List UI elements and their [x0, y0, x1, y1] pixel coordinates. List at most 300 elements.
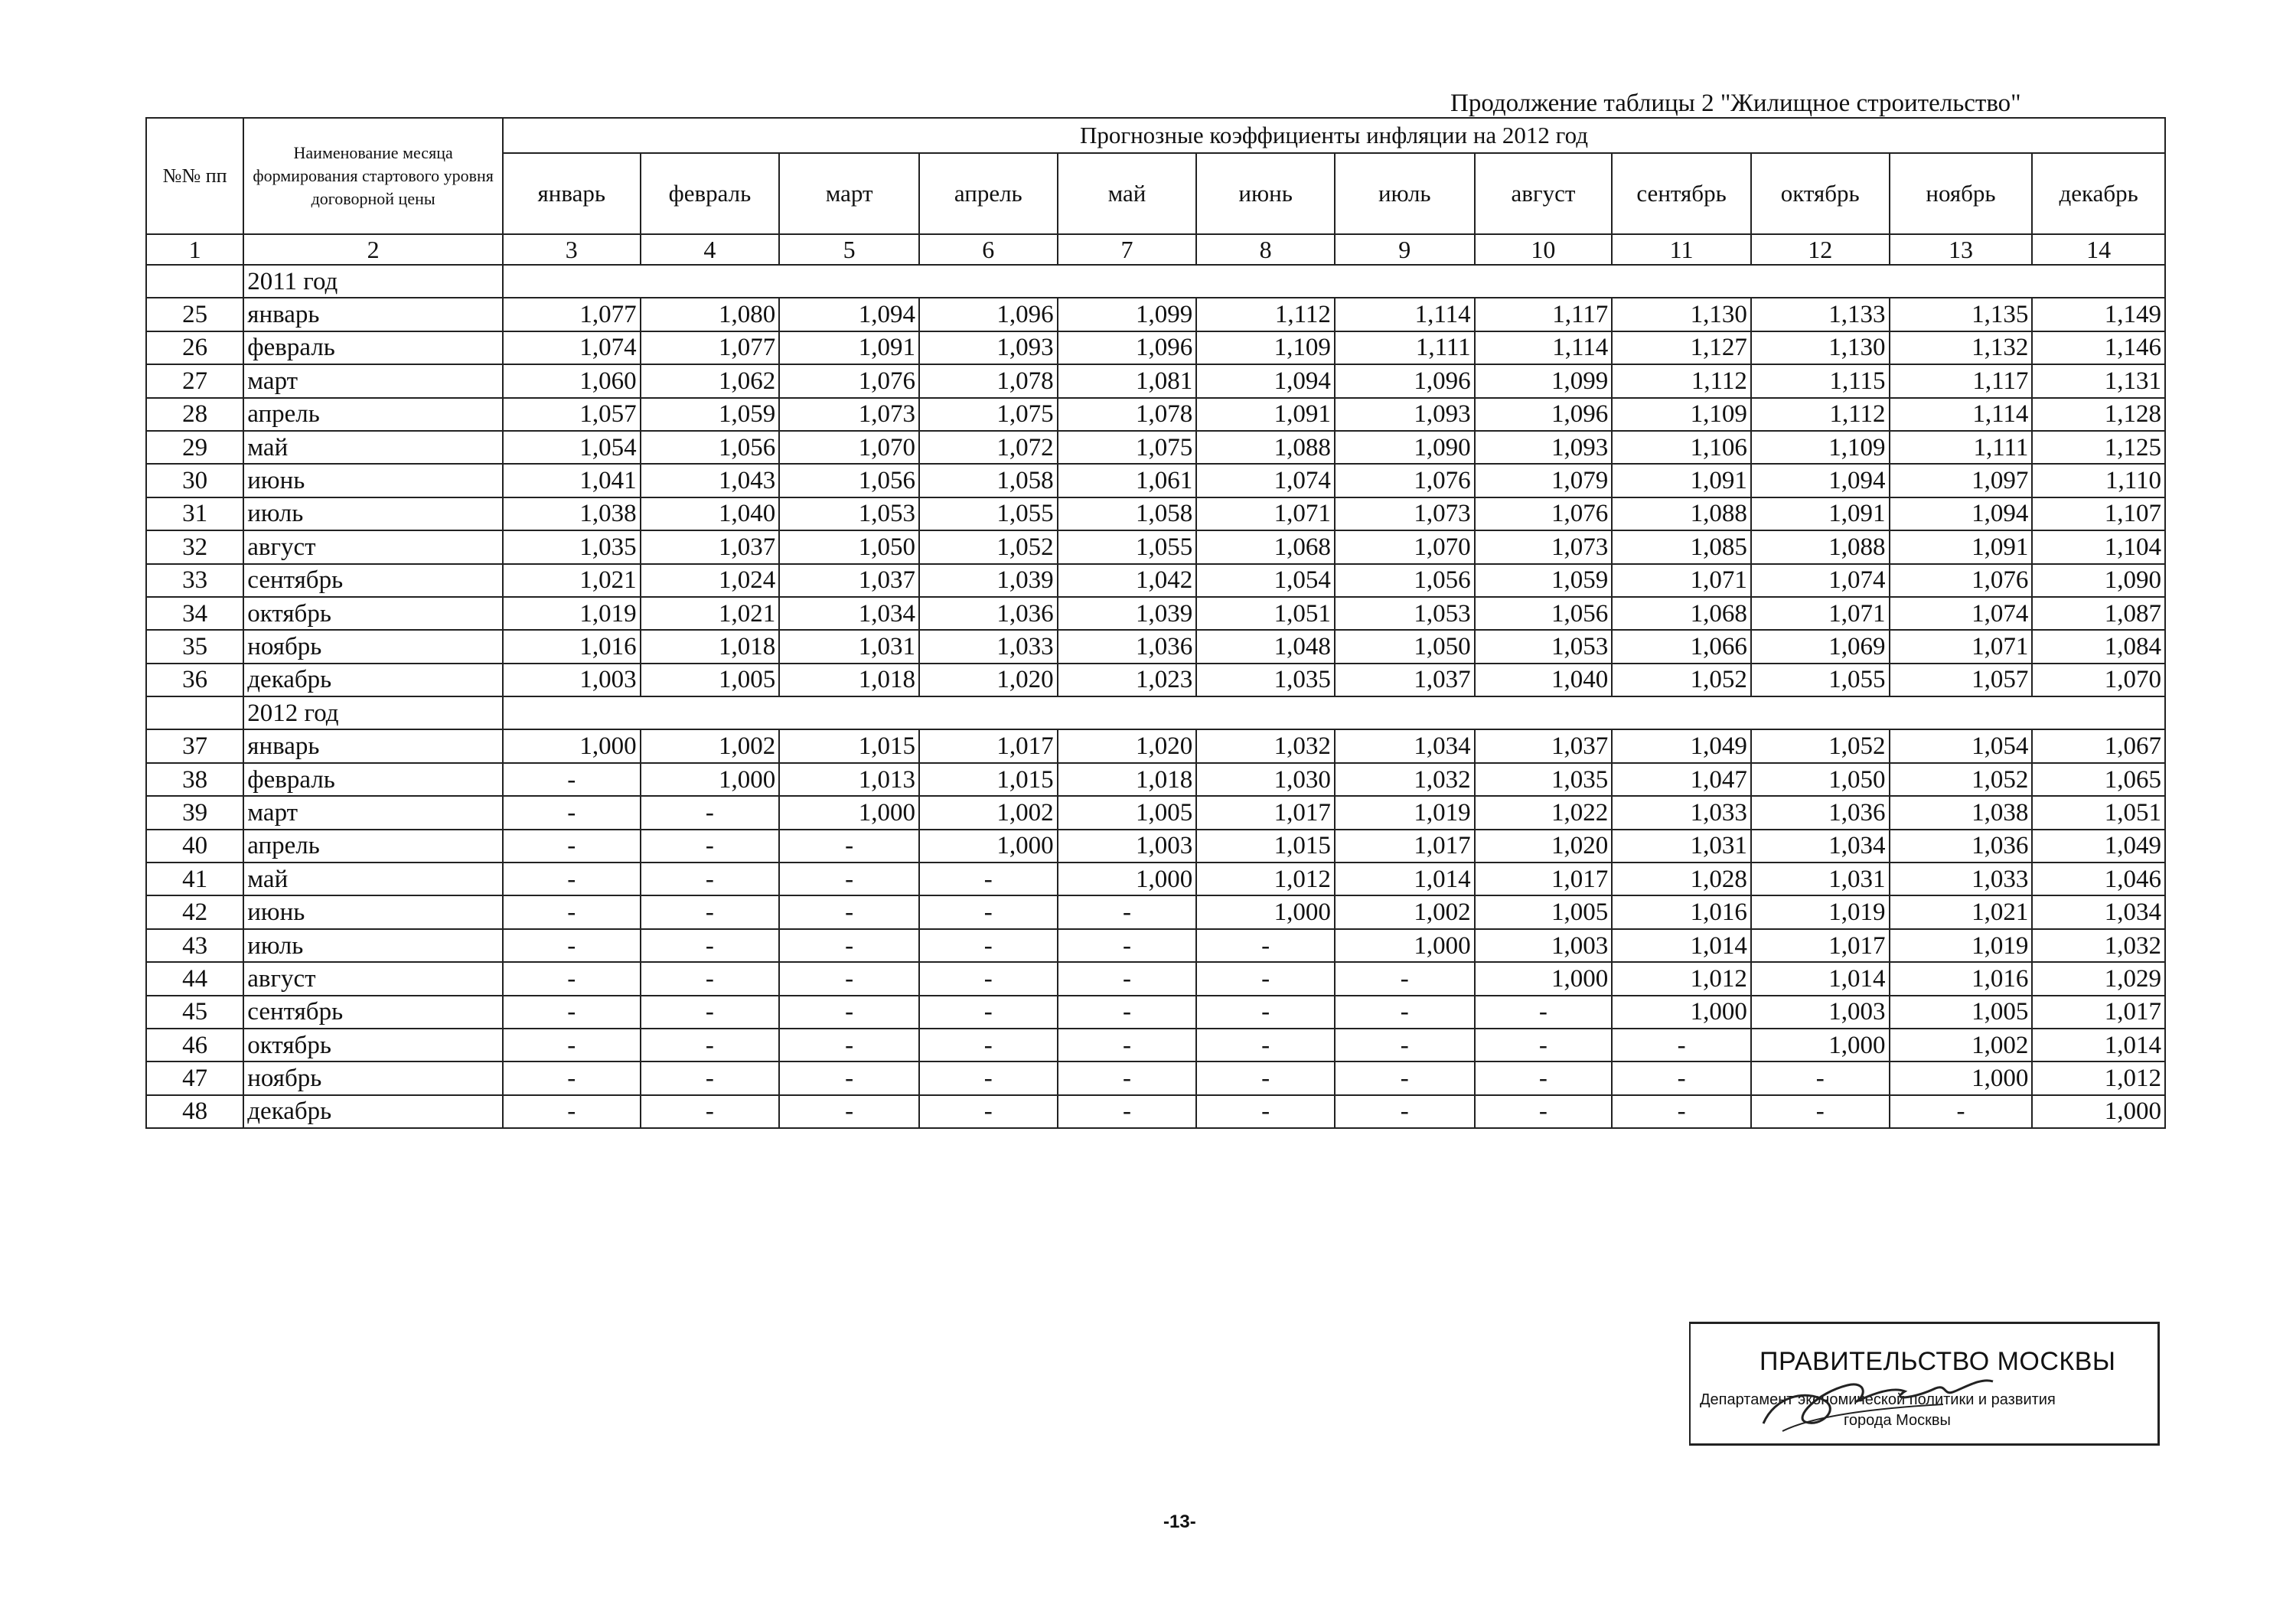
coefficient-cell: 1,093 — [919, 331, 1058, 364]
stamp-department: Департамент экономической политики и развития — [1700, 1391, 2056, 1408]
row-month-name: апрель — [243, 830, 503, 863]
coefficient-cell: 1,048 — [1196, 630, 1335, 663]
coefficient-cell: 1,003 — [1058, 830, 1197, 863]
coefficient-cell: 1,012 — [2032, 1061, 2165, 1094]
coefficient-cell: 1,111 — [1335, 331, 1475, 364]
coefficient-cell: 1,032 — [2032, 929, 2165, 962]
coefficient-cell: 1,017 — [1335, 830, 1475, 863]
coefficient-cell: - — [1475, 1061, 1613, 1094]
row-month-name: февраль — [243, 331, 503, 364]
coefficient-cell: 1,055 — [919, 497, 1058, 530]
coefficient-cell: 1,076 — [1335, 464, 1475, 497]
coefficient-cell: 1,053 — [1475, 630, 1613, 663]
coefficient-cell: 1,020 — [919, 664, 1058, 696]
coefficient-cell: 1,096 — [919, 298, 1058, 331]
column-number: 2 — [243, 234, 503, 265]
coefficient-cell: 1,096 — [1058, 331, 1197, 364]
coefficient-cell: 1,076 — [1890, 564, 2033, 597]
coefficient-cell: 1,073 — [1335, 497, 1475, 530]
coefficient-cell: - — [1058, 895, 1197, 928]
row-month-name: октябрь — [243, 1029, 503, 1061]
coefficient-cell: 1,055 — [1751, 664, 1890, 696]
coefficient-cell: 1,037 — [1475, 729, 1613, 762]
coefficient-cell: 1,050 — [779, 530, 919, 563]
coefficient-cell: - — [503, 996, 641, 1029]
coefficient-cell: 1,062 — [641, 364, 780, 397]
coefficient-cell: 1,002 — [1335, 895, 1475, 928]
coefficient-cell: 1,076 — [1475, 497, 1613, 530]
coefficient-cell: 1,097 — [1890, 464, 2033, 497]
coefficient-cell: 1,094 — [1890, 497, 2033, 530]
coefficient-cell: - — [779, 895, 919, 928]
coefficient-cell: 1,096 — [1475, 398, 1613, 431]
table-row — [146, 630, 2165, 663]
row-month-name: декабрь — [243, 664, 503, 696]
coefficient-cell: 1,035 — [1475, 763, 1613, 796]
row-month-name: ноябрь — [243, 630, 503, 663]
column-number: 7 — [1058, 234, 1197, 265]
column-number: 13 — [1890, 234, 2033, 265]
coefficient-cell: 1,018 — [641, 630, 780, 663]
column-number: 5 — [779, 234, 919, 265]
coefficient-cell: 1,049 — [2032, 830, 2165, 863]
coefficient-cell: 1,002 — [919, 796, 1058, 829]
coefficient-cell: 1,020 — [1475, 830, 1613, 863]
coefficient-cell: - — [641, 929, 780, 962]
coefficient-cell: 1,117 — [1890, 364, 2033, 397]
column-number: 4 — [641, 234, 780, 265]
coefficient-cell: 1,053 — [779, 497, 919, 530]
coefficient-cell: - — [1890, 1095, 2033, 1128]
coefficient-cell: - — [1475, 1029, 1613, 1061]
coefficient-cell: - — [503, 895, 641, 928]
coefficient-cell: - — [1335, 962, 1475, 995]
coefficient-cell: 1,012 — [1612, 962, 1751, 995]
coefficient-cell: 1,128 — [2032, 398, 2165, 431]
coefficient-cell: 1,071 — [1612, 564, 1751, 597]
coefficient-cell: 1,099 — [1475, 364, 1613, 397]
coefficient-cell: - — [919, 996, 1058, 1029]
coefficient-cell: 1,074 — [1890, 597, 2033, 630]
coefficient-cell: 1,077 — [503, 298, 641, 331]
coefficient-cell: 1,078 — [919, 364, 1058, 397]
coefficient-cell: 1,017 — [1196, 796, 1335, 829]
row-number: 41 — [146, 863, 243, 895]
row-number: 47 — [146, 1061, 243, 1094]
coefficient-cell: 1,042 — [1058, 564, 1197, 597]
coefficient-cell: - — [779, 962, 919, 995]
coefficient-cell: 1,074 — [503, 331, 641, 364]
coefficient-cell: - — [919, 929, 1058, 962]
coefficient-cell: 1,090 — [2032, 564, 2165, 597]
coefficient-cell: 1,109 — [1612, 398, 1751, 431]
coefficient-cell: - — [503, 1061, 641, 1094]
coefficient-cell: - — [1196, 1095, 1335, 1128]
coefficient-cell: 1,091 — [779, 331, 919, 364]
column-number: 9 — [1335, 234, 1475, 265]
coefficient-cell: 1,071 — [1196, 497, 1335, 530]
coefficient-cell: 1,077 — [641, 331, 780, 364]
coefficient-cell: 1,075 — [1058, 431, 1197, 464]
coefficient-cell: 1,115 — [1751, 364, 1890, 397]
coefficient-cell: 1,068 — [1612, 597, 1751, 630]
coefficient-cell: 1,041 — [503, 464, 641, 497]
column-number: 1 — [146, 234, 243, 265]
coefficient-cell: - — [641, 796, 780, 829]
coefficient-cell: 1,058 — [1058, 497, 1197, 530]
coefficient-cell: - — [503, 962, 641, 995]
coefficient-cell: 1,133 — [1751, 298, 1890, 331]
table-row — [146, 530, 2165, 563]
coefficient-cell: - — [1196, 1029, 1335, 1061]
coefficient-cell: 1,000 — [1612, 996, 1751, 1029]
coefficient-cell: 1,058 — [919, 464, 1058, 497]
row-number: 29 — [146, 431, 243, 464]
coefficient-cell: 1,002 — [641, 729, 780, 762]
coefficient-cell: 1,112 — [1612, 364, 1751, 397]
row-month-name: июнь — [243, 895, 503, 928]
table-row — [146, 497, 2165, 530]
coefficient-cell: 1,013 — [779, 763, 919, 796]
coefficient-cell: 1,084 — [2032, 630, 2165, 663]
coefficient-cell: - — [919, 962, 1058, 995]
row-month-name: март — [243, 364, 503, 397]
coefficient-cell: 1,021 — [1890, 895, 2033, 928]
coefficient-cell: 1,053 — [1335, 597, 1475, 630]
coefficient-cell: 1,051 — [2032, 796, 2165, 829]
coefficient-cell: 1,003 — [1475, 929, 1613, 962]
coefficient-cell: - — [641, 863, 780, 895]
coefficient-cell: 1,017 — [1475, 863, 1613, 895]
coefficient-cell: - — [503, 830, 641, 863]
row-month-name: июнь — [243, 464, 503, 497]
coefficient-cell: 1,019 — [1335, 796, 1475, 829]
coefficient-cell: 1,003 — [503, 664, 641, 696]
month-header: октябрь — [1751, 153, 1890, 234]
coefficient-cell: 1,054 — [1196, 564, 1335, 597]
coefficient-cell: 1,000 — [779, 796, 919, 829]
coefficient-cell: 1,003 — [1751, 996, 1890, 1029]
coefficient-cell: 1,070 — [779, 431, 919, 464]
coefficient-cell: - — [1475, 1095, 1613, 1128]
coefficient-cell: 1,057 — [503, 398, 641, 431]
coefficient-cell: - — [1058, 1061, 1197, 1094]
stamp-title: ПРАВИТЕЛЬСТВО МОСКВЫ — [1760, 1347, 2116, 1376]
coefficient-cell: 1,050 — [1335, 630, 1475, 663]
coefficient-cell: - — [641, 996, 780, 1029]
coefficient-cell: 1,111 — [1890, 431, 2033, 464]
coefficient-cell: 1,023 — [1058, 664, 1197, 696]
month-header: май — [1058, 153, 1197, 234]
coefficient-cell: 1,079 — [1475, 464, 1613, 497]
coefficient-cell: 1,000 — [641, 763, 780, 796]
row-month-name: декабрь — [243, 1095, 503, 1128]
coefficient-cell: 1,081 — [1058, 364, 1197, 397]
year-label: 2011 год — [243, 265, 503, 298]
coefficient-cell: 1,052 — [1612, 664, 1751, 696]
coefficient-cell: 1,043 — [641, 464, 780, 497]
coefficient-cell: 1,000 — [919, 830, 1058, 863]
row-number: 45 — [146, 996, 243, 1029]
coefficient-cell: 1,052 — [1751, 729, 1890, 762]
coefficient-cell: - — [503, 1095, 641, 1128]
coefficient-cell: 1,046 — [2032, 863, 2165, 895]
coefficient-cell: 1,088 — [1196, 431, 1335, 464]
coefficient-cell: 1,052 — [1890, 763, 2033, 796]
year-section-row — [146, 265, 2165, 298]
row-month-name: январь — [243, 729, 503, 762]
table-row — [146, 564, 2165, 597]
row-number: 39 — [146, 796, 243, 829]
coefficient-cell: 1,002 — [1890, 1029, 2033, 1061]
coefficient-cell: 1,054 — [1890, 729, 2033, 762]
coefficient-cell: - — [919, 863, 1058, 895]
year-section-row — [146, 696, 2165, 729]
coefficient-cell: - — [641, 895, 780, 928]
row-number: 37 — [146, 729, 243, 762]
coefficient-cell: 1,021 — [503, 564, 641, 597]
coefficient-cell: 1,017 — [2032, 996, 2165, 1029]
table-row — [146, 597, 2165, 630]
coefficient-cell: - — [779, 929, 919, 962]
coefficient-cell: 1,040 — [641, 497, 780, 530]
coefficient-cell: 1,061 — [1058, 464, 1197, 497]
coefficient-cell: 1,005 — [641, 664, 780, 696]
coefficient-cell: - — [1058, 929, 1197, 962]
coefficient-cell: 1,055 — [1058, 530, 1197, 563]
month-header: апрель — [919, 153, 1058, 234]
coefficient-cell: 1,050 — [1751, 763, 1890, 796]
coefficient-cell: 1,005 — [1058, 796, 1197, 829]
coefficient-cell: 1,112 — [1751, 398, 1890, 431]
coefficient-cell: 1,030 — [1196, 763, 1335, 796]
signature — [1691, 1324, 2161, 1448]
coefficient-cell: 1,107 — [2032, 497, 2165, 530]
table-row — [146, 664, 2165, 696]
row-number: 35 — [146, 630, 243, 663]
coefficient-cell: 1,060 — [503, 364, 641, 397]
column-number: 14 — [2032, 234, 2165, 265]
coefficient-cell: - — [779, 863, 919, 895]
coefficient-cell: 1,125 — [2032, 431, 2165, 464]
coefficient-cell: 1,014 — [1335, 863, 1475, 895]
coefficient-cell: - — [779, 1095, 919, 1128]
coefficient-cell: - — [1058, 996, 1197, 1029]
coefficient-cell: 1,091 — [1890, 530, 2033, 563]
table-row — [146, 364, 2165, 397]
coefficient-cell: 1,015 — [1196, 830, 1335, 863]
coefficient-cell: 1,080 — [641, 298, 780, 331]
row-month-name: январь — [243, 298, 503, 331]
coefficient-cell: - — [919, 895, 1058, 928]
table-row — [146, 398, 2165, 431]
month-header: февраль — [641, 153, 780, 234]
coefficient-cell: 1,088 — [1612, 497, 1751, 530]
coefficient-cell: 1,000 — [2032, 1095, 2165, 1128]
table-row — [146, 1029, 2165, 1061]
coefficient-cell: 1,021 — [641, 597, 780, 630]
month-header: март — [779, 153, 919, 234]
row-number: 36 — [146, 664, 243, 696]
coefficient-cell: 1,029 — [2032, 962, 2165, 995]
coefficient-cell: 1,036 — [919, 597, 1058, 630]
coefficient-cell: - — [503, 863, 641, 895]
coefficient-cell: 1,016 — [503, 630, 641, 663]
row-number: 32 — [146, 530, 243, 563]
coefficient-cell: 1,074 — [1196, 464, 1335, 497]
coefficient-cell: 1,000 — [1335, 929, 1475, 962]
coefficient-cell: 1,059 — [1475, 564, 1613, 597]
month-header: январь — [503, 153, 641, 234]
column-number: 8 — [1196, 234, 1335, 265]
coefficient-cell: - — [503, 929, 641, 962]
table-row — [146, 796, 2165, 829]
coefficient-cell: 1,017 — [1751, 929, 1890, 962]
coefficient-cell: - — [779, 830, 919, 863]
coefficient-cell: 1,054 — [503, 431, 641, 464]
coefficient-cell: 1,056 — [779, 464, 919, 497]
coefficient-cell: 1,094 — [1196, 364, 1335, 397]
table-row — [146, 331, 2165, 364]
coefficient-cell: - — [779, 996, 919, 1029]
coefficient-cell: 1,109 — [1196, 331, 1335, 364]
coefficient-cell: 1,031 — [1751, 863, 1890, 895]
empty-cell — [503, 696, 2165, 729]
month-header: июнь — [1196, 153, 1335, 234]
coefficient-cell: 1,074 — [1751, 564, 1890, 597]
coefficient-cell: 1,067 — [2032, 729, 2165, 762]
coefficient-cell: 1,130 — [1612, 298, 1751, 331]
coefficient-cell: - — [1196, 996, 1335, 1029]
row-number: 40 — [146, 830, 243, 863]
coefficient-cell: 1,019 — [1890, 929, 2033, 962]
coefficient-cell: 1,031 — [779, 630, 919, 663]
coefficient-cell: - — [1335, 1029, 1475, 1061]
month-header: август — [1475, 153, 1613, 234]
row-month-name: май — [243, 431, 503, 464]
coefficient-cell: 1,131 — [2032, 364, 2165, 397]
coefficient-cell: 1,070 — [1335, 530, 1475, 563]
column-number-row — [146, 234, 2165, 265]
coefficient-cell: 1,070 — [2032, 664, 2165, 696]
coefficient-cell: 1,094 — [1751, 464, 1890, 497]
coefficient-cell: 1,091 — [1612, 464, 1751, 497]
column-number: 3 — [503, 234, 641, 265]
official-stamp — [1689, 1322, 2160, 1446]
row-month-name: июль — [243, 497, 503, 530]
inflation-coefficients-table — [145, 117, 2166, 1129]
coefficient-cell: 1,031 — [1612, 830, 1751, 863]
row-number: 31 — [146, 497, 243, 530]
coefficient-cell: 1,056 — [1335, 564, 1475, 597]
coefficient-cell: 1,073 — [1475, 530, 1613, 563]
coefficient-cell: 1,109 — [1751, 431, 1890, 464]
row-number: 43 — [146, 929, 243, 962]
coefficient-cell: 1,014 — [1612, 929, 1751, 962]
coefficient-cell: 1,037 — [779, 564, 919, 597]
coefficient-cell: - — [1196, 929, 1335, 962]
coefficient-cell: 1,146 — [2032, 331, 2165, 364]
coefficient-cell: 1,035 — [1196, 664, 1335, 696]
coefficient-cell: 1,088 — [1751, 530, 1890, 563]
coefficient-cell: 1,033 — [919, 630, 1058, 663]
coefficient-cell: - — [779, 1029, 919, 1061]
table-row — [146, 431, 2165, 464]
table-row — [146, 863, 2165, 895]
coefficient-cell: 1,019 — [503, 597, 641, 630]
coefficient-cell: 1,034 — [779, 597, 919, 630]
coefficient-cell: 1,040 — [1475, 664, 1613, 696]
row-number: 42 — [146, 895, 243, 928]
coefficient-cell: 1,135 — [1890, 298, 2033, 331]
coefficient-cell: 1,099 — [1058, 298, 1197, 331]
coefficient-cell: - — [919, 1095, 1058, 1128]
coefficient-cell: 1,000 — [1058, 863, 1197, 895]
coefficient-cell: 1,014 — [2032, 1029, 2165, 1061]
coefficient-cell: 1,037 — [1335, 664, 1475, 696]
row-month-name: май — [243, 863, 503, 895]
coefficient-cell: 1,024 — [641, 564, 780, 597]
coefficient-cell: 1,034 — [1335, 729, 1475, 762]
coefficient-cell: 1,036 — [1890, 830, 2033, 863]
coefficient-cell: - — [1058, 1029, 1197, 1061]
coefficient-cell: 1,005 — [1890, 996, 2033, 1029]
month-name-column-header: Наименование месяца формирования стартового уровня договорной цены — [243, 118, 503, 234]
month-header: декабрь — [2032, 153, 2165, 234]
coefficient-cell: 1,016 — [1612, 895, 1751, 928]
coefficient-cell: 1,091 — [1751, 497, 1890, 530]
coefficient-cell: 1,114 — [1890, 398, 2033, 431]
row-number: 30 — [146, 464, 243, 497]
coefficient-cell: 1,052 — [919, 530, 1058, 563]
coefficient-cell: 1,094 — [779, 298, 919, 331]
coefficient-cell: 1,015 — [779, 729, 919, 762]
row-month-name: октябрь — [243, 597, 503, 630]
coefficient-cell: - — [641, 1029, 780, 1061]
coefficient-cell: 1,036 — [1058, 630, 1197, 663]
row-number: 44 — [146, 962, 243, 995]
coefficient-cell: 1,033 — [1890, 863, 2033, 895]
coefficient-cell: 1,056 — [641, 431, 780, 464]
coefficient-cell: - — [779, 1061, 919, 1094]
coefficient-cell: 1,000 — [1890, 1061, 2033, 1094]
coefficient-cell: - — [1751, 1061, 1890, 1094]
month-header: сентябрь — [1612, 153, 1751, 234]
row-number: 33 — [146, 564, 243, 597]
coefficient-cell: 1,130 — [1751, 331, 1890, 364]
table-row — [146, 895, 2165, 928]
coefficient-cell: 1,104 — [2032, 530, 2165, 563]
coefficient-cell: 1,018 — [1058, 763, 1197, 796]
month-header: июль — [1335, 153, 1475, 234]
coefficient-cell: 1,019 — [1751, 895, 1890, 928]
row-number: 34 — [146, 597, 243, 630]
page-number: -13- — [1163, 1511, 1196, 1532]
coefficient-cell: 1,106 — [1612, 431, 1751, 464]
row-number: 26 — [146, 331, 243, 364]
year-label: 2012 год — [243, 696, 503, 729]
row-month-name: апрель — [243, 398, 503, 431]
table-row — [146, 962, 2165, 995]
coefficient-cell: 1,114 — [1475, 331, 1613, 364]
coefficient-cell: - — [1058, 962, 1197, 995]
coefficient-cell: 1,132 — [1890, 331, 2033, 364]
coefficient-cell: - — [1475, 996, 1613, 1029]
coefficient-cell: 1,038 — [1890, 796, 2033, 829]
coefficient-cell: 1,096 — [1335, 364, 1475, 397]
empty-cell — [146, 696, 243, 729]
row-month-name: сентябрь — [243, 996, 503, 1029]
